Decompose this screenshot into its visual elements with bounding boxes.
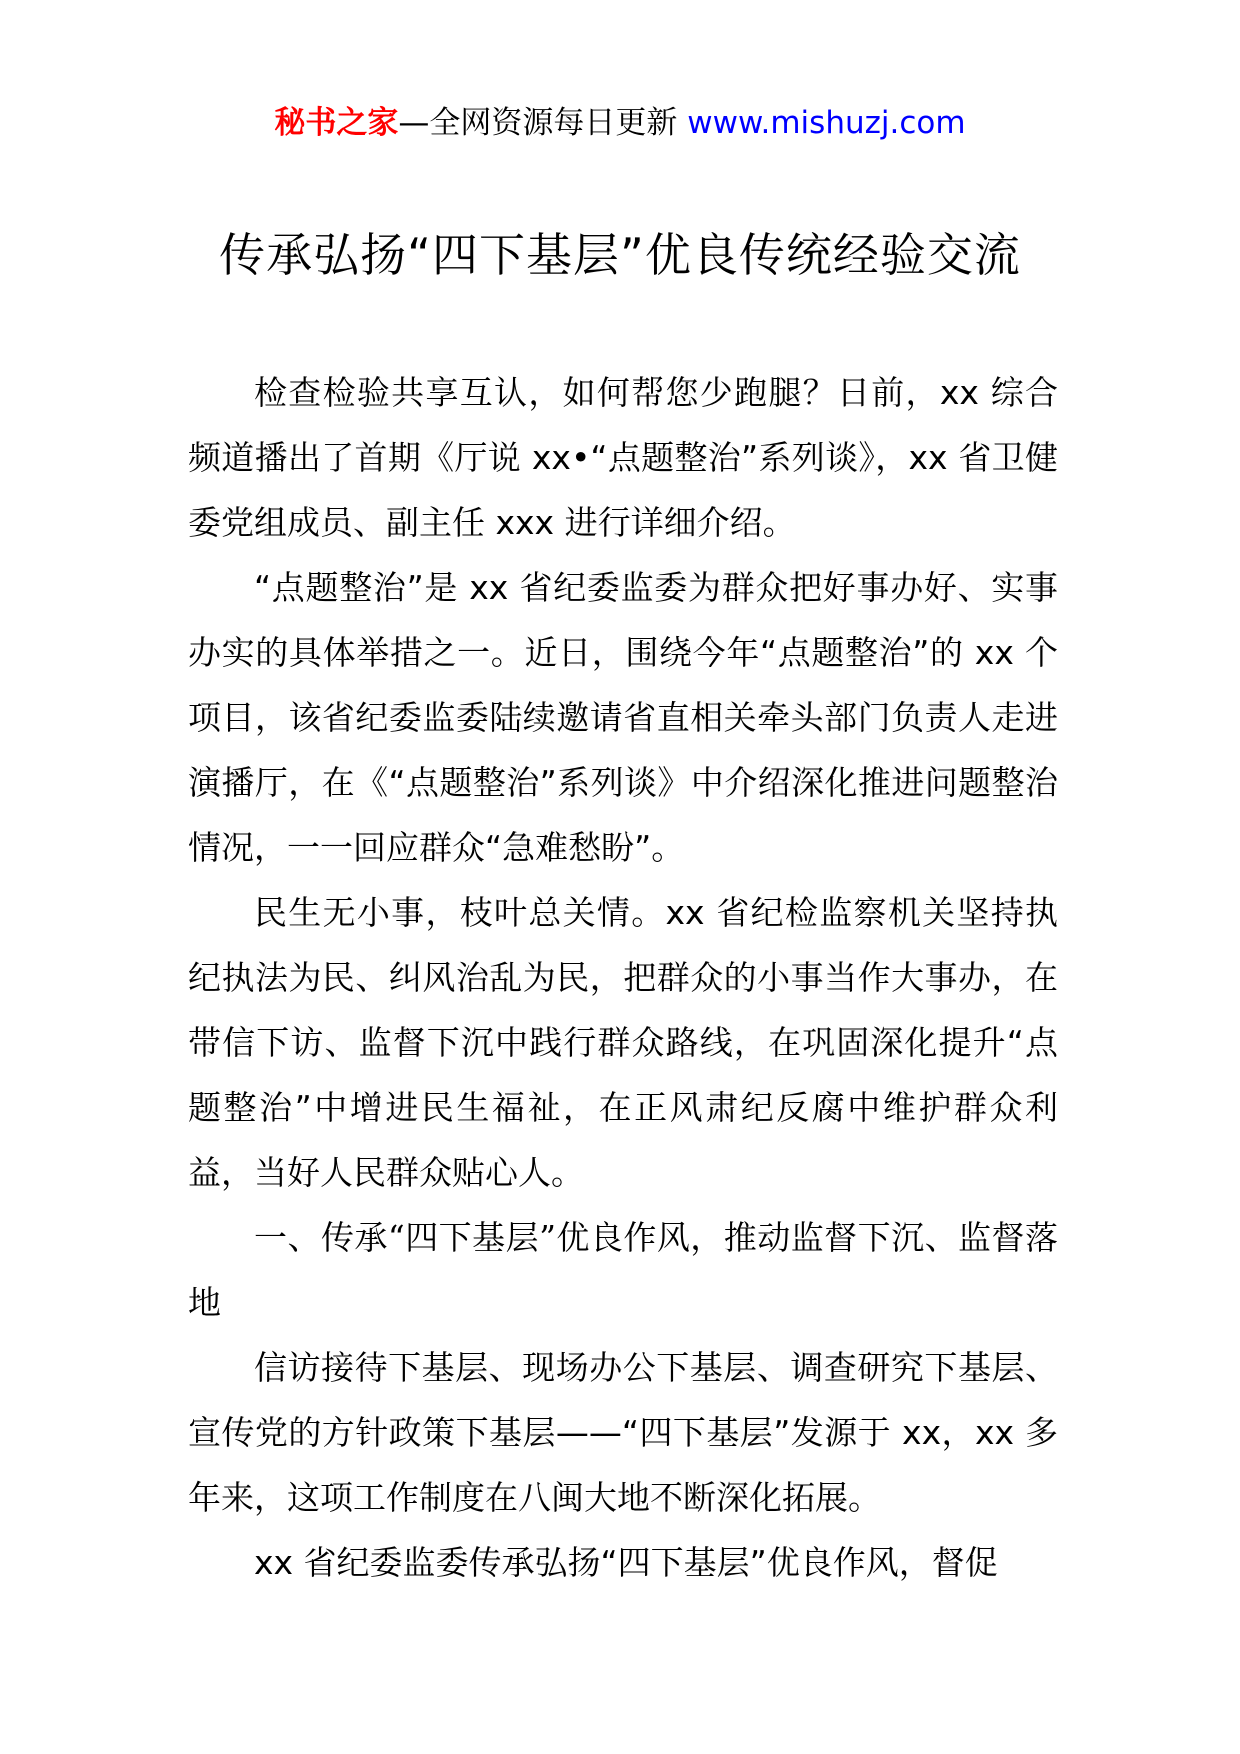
- header-tagline: —全网资源每日更新: [398, 105, 688, 141]
- paragraph: xx 省纪委监委传承弘扬“四下基层”优良作风，督促: [254, 1543, 998, 1582]
- website-url: www.mishuzj.com: [687, 105, 966, 141]
- document-body: [188, 360, 1058, 1595]
- document-title: 传承弘扬“四下基层”优良传统经验交流: [219, 228, 1021, 282]
- paragraph: 民生无小事，枝叶总关情。xx 省纪检监察机关坚持执纪执法为民、纠风治乱为民，把群众的小事当作大事办，在带信下访、监督下沉中践行群众路线，在巩固深化提升“点题整治”中增进民生福祉，在正风肃纪反腐中维护群众利益，当好人民群众贴心人。: [188, 893, 1058, 1192]
- paragraph: 检查检验共享互认，如何帮您少跑腿？日前，xx 综合频道播出了首期《厅说 xx•“点题整治”系列谈》，xx 省卫健委党组成员、副主任 xxx 进行详细介绍。: [188, 373, 1058, 542]
- brand-name: 秘书之家: [274, 105, 399, 141]
- paragraph: 信访接待下基层、现场办公下基层、调查研究下基层、宣传党的方针政策下基层——“四下基层”发源于 xx，xx 多年来，这项工作制度在八闽大地不断深化拓展。: [188, 1348, 1058, 1517]
- section-heading: 一、传承“四下基层”优良作风，推动监督下沉、监督落地: [188, 1218, 1058, 1322]
- site-header: [0, 100, 1240, 146]
- paragraph: “点题整治”是 xx 省纪委监委为群众把好事办好、实事办实的具体举措之一。近日，围绕今年“点题整治”的 xx 个项目，该省纪委监委陆续邀请省直相关牵头部门负责人走进演播厅，在《“点题整治”系列谈》中介绍深化推进问题整治情况，一一回应群众“急难愁盼”。: [188, 568, 1058, 867]
